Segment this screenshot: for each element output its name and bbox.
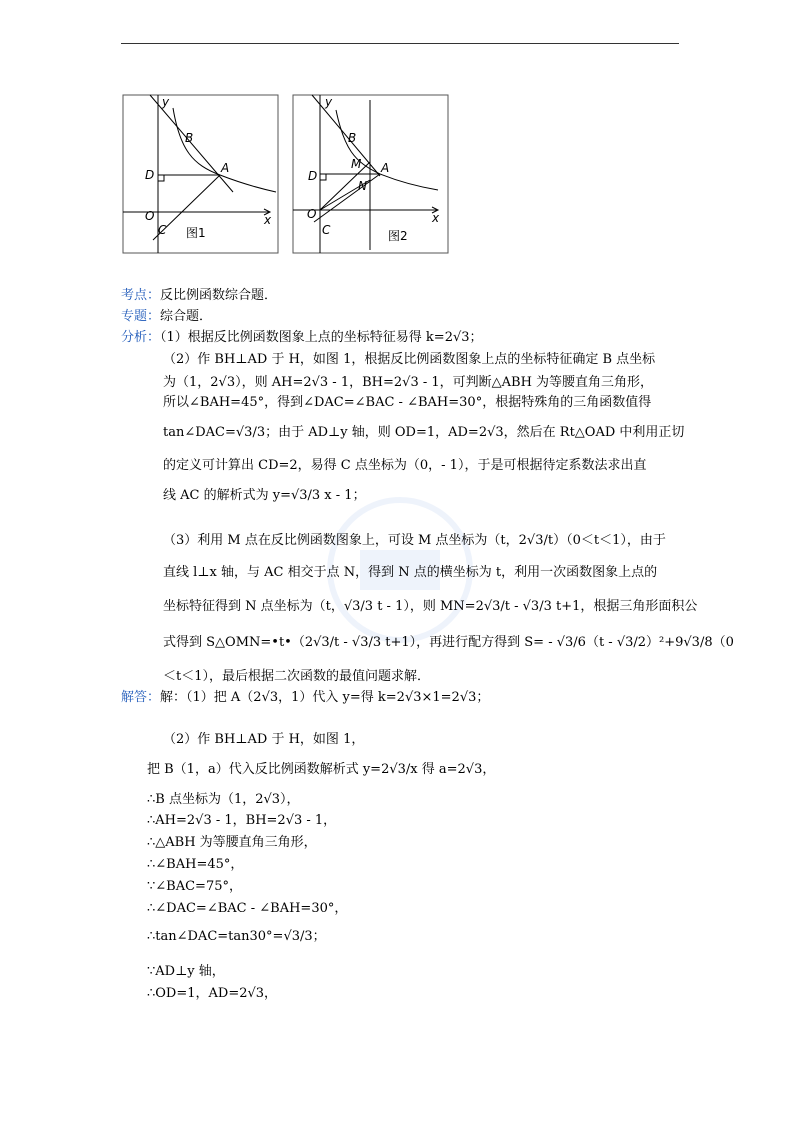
fenxi-line-1: （2）作 BH⊥AD 于 H，如图 1，根据反比例函数图象上点的坐标特征确定 B 点坐标 — [163, 352, 656, 367]
jieda-line-0 — [121, 689, 489, 707]
kaodian-label: 考点： — [121, 288, 161, 303]
fenxi-line-4: tan∠DAC=√3/3；由于 AD⊥y 轴，则 OD=1，AD=2√3，然后在 Rt△OAD 中利用正切 — [163, 425, 685, 440]
figure-1-hyperbola — [173, 108, 276, 192]
figure-1-caption: 图1 — [186, 226, 206, 240]
figure-2-caption: 图2 — [388, 229, 408, 243]
figure-1-label-o: O — [145, 209, 155, 223]
figure-1-label-y: y — [162, 95, 170, 109]
fenxi-line-5: 的定义可计算出 CD=2，易得 C 点坐标为（0，- 1），于是可根据待定系数法求出直 — [163, 458, 647, 473]
jieda-line-9: ∴tan∠DAC=tan30°=√3/3； — [147, 929, 326, 944]
figure-1-label-x: x — [264, 213, 272, 227]
figure-1-right-angle — [158, 175, 164, 181]
figure-2-right-angle — [320, 174, 326, 180]
figure-1-graph — [118, 90, 283, 260]
figure-2-label-d: D — [308, 169, 318, 183]
figure-2-label-x: x — [432, 211, 440, 225]
jieda-line-7: ∵∠BAC=75°， — [147, 879, 242, 894]
figure-2-hyperbola — [336, 110, 438, 190]
jieda-line-11: ∴OD=1，AD=2√3， — [147, 986, 278, 1001]
fenxi-line-6: 线 AC 的解析式为 y=√3/3 x - 1； — [163, 488, 366, 503]
figure-1-label-d: D — [145, 168, 155, 182]
zhuanti-line — [121, 308, 212, 326]
jieda-line-2: 把 B（1，a）代入反比例函数解析式 y=2√3/x 得 a=2√3， — [147, 762, 496, 777]
figure-2-label-m: M — [351, 157, 362, 171]
figure-1-label-a: A — [221, 161, 230, 175]
header-rule — [121, 43, 679, 44]
jieda-line-3: ∴B 点坐标为（1，2√3）， — [147, 792, 300, 807]
fenxi-line-11: ＜t＜1），最后根据二次函数的最值问题求解． — [163, 669, 430, 684]
figure-1-label-b: B — [185, 131, 194, 145]
fenxi-line-0 — [121, 329, 483, 347]
fenxi-line-10: 式得到 S△OMN=•t•（2√3/t - √3/3 t+1），再进行配方得到 S= - √3/6（t - √3/2）²+9√3/8（0 — [163, 635, 734, 650]
figure-2-label-c: C — [322, 223, 331, 237]
zhuanti-label: 专题： — [121, 309, 161, 324]
fenxi-text-0: （1）根据反比例函数图象上点的坐标特征易得 k=2√3； — [160, 330, 483, 345]
figure-2 — [288, 90, 453, 260]
figure-1-label-c: C — [158, 223, 167, 237]
fenxi-line-7: （3）利用 M 点在反比例函数图象上，可设 M 点坐标为（t，2√3/t）（0＜t＜1），由于 — [163, 533, 666, 548]
jieda-line-8: ∴∠DAC=∠BAC - ∠BAH=30°， — [147, 901, 348, 916]
jieda-line-1: （2）作 BH⊥AD 于 H，如图 1， — [163, 732, 365, 747]
kaodian-text: 反比例函数综合题． — [160, 288, 278, 303]
jieda-line-5: ∴△ABH 为等腰直角三角形， — [147, 835, 317, 850]
zhuanti-text: 综合题． — [160, 309, 213, 324]
jieda-label: 解答： — [121, 690, 161, 705]
fenxi-line-8: 直线 l⊥x 轴，与 AC 相交于点 N，得到 N 点的横坐标为 t，利用一次函数图象上点的 — [163, 565, 658, 580]
figure-2-graph — [288, 90, 453, 260]
figure-2-label-o: O — [307, 207, 317, 221]
fenxi-line-9: 坐标特征得到 N 点坐标为（t，√3/3 t - 1），则 MN=2√3/t - √3/3 t+1，根据三角形面积公 — [163, 599, 698, 614]
kaodian-line — [121, 287, 277, 305]
figure-1 — [118, 90, 283, 260]
jieda-line-4: ∴AH=2√3 - 1，BH=2√3 - 1， — [147, 813, 337, 828]
jieda-text-0: 解：（1）把 A（2√3，1）代入 y=得 k=2√3×1=2√3； — [160, 690, 490, 705]
fenxi-label: 分析： — [121, 330, 161, 345]
figure-2-label-n: N — [358, 179, 367, 193]
jieda-line-10: ∵AD⊥y 轴， — [147, 964, 225, 979]
fenxi-line-3: 所以∠BAH=45°，得到∠DAC=∠BAC - ∠BAH=30°，根据特殊角的三角函数值得 — [163, 395, 652, 410]
fenxi-line-2: 为（1，2√3），则 AH=2√3 - 1，BH=2√3 - 1，可判断△ABH 为等腰直角三角形， — [163, 375, 654, 390]
figure-2-label-a: A — [381, 161, 390, 175]
figure-2-label-y: y — [325, 95, 333, 109]
jieda-line-6: ∴∠BAH=45°， — [147, 857, 244, 872]
figure-2-label-b: B — [348, 131, 357, 145]
